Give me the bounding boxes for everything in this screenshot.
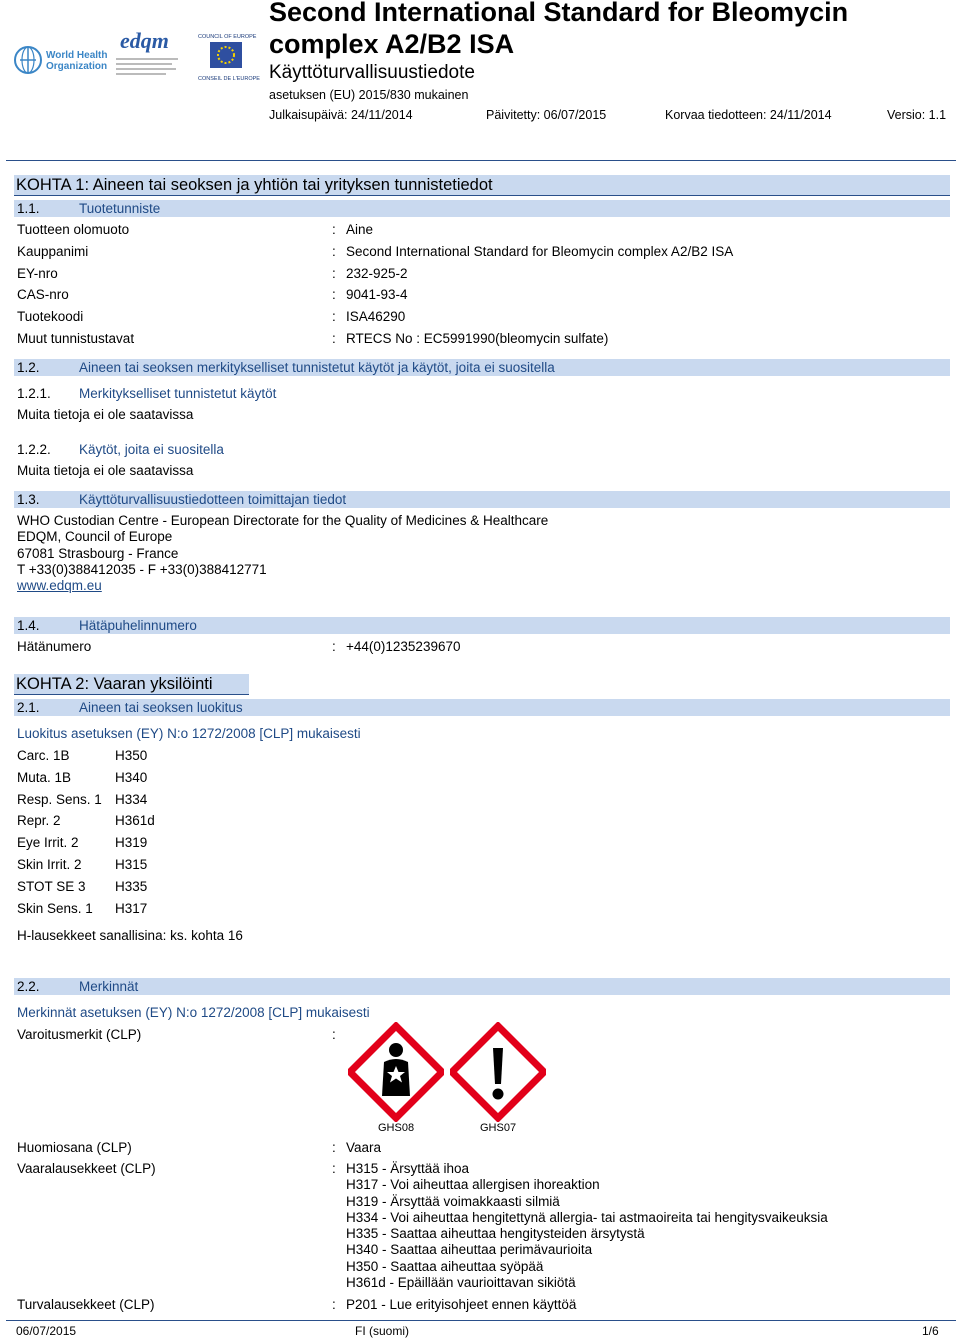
precautionary-statement: P201 - Lue erityisohjeet ennen käyttöä [346, 1297, 577, 1312]
supplier-line-4: T +33(0)388412035 - F +33(0)388412771 [17, 562, 267, 577]
field-colon: : [332, 287, 336, 302]
svg-text:World Health: World Health [46, 50, 108, 61]
uses-text: Muita tietoja ei ole saatavissa [17, 407, 194, 422]
hazard-statement: H317 - Voi aiheuttaa allergisen ihoreaktion [346, 1177, 600, 1193]
hazard-class: Skin Irrit. 2 [17, 857, 82, 872]
field-colon: : [332, 331, 336, 346]
supplier-line-3: 67081 Strasbourg - France [17, 546, 179, 561]
clp-classification-heading: Luokitus asetuksen (EY) N:o 1272/2008 [CLP] mukaisesti [17, 726, 361, 741]
hazard-class: Eye Irrit. 2 [17, 835, 79, 851]
field-label: Muut tunnistustavat [17, 331, 135, 346]
svg-text:COUNCIL OF EUROPE: COUNCIL OF EUROPE [198, 34, 257, 40]
organization-logos [14, 30, 264, 84]
subsection-label: Merkinnät [79, 979, 139, 994]
field-label: Tuotekoodi [17, 309, 84, 324]
subsection-label: Aineen tai seoksen merkitykselliset tunnistetut käytöt ja käytöt, joita ei suositella [79, 360, 555, 375]
svg-text:edqm: edqm [120, 30, 169, 53]
hazard-class: STOT SE 3 [17, 878, 86, 894]
title-line-1: Second International Standard for Bleomycin [269, 0, 849, 27]
section-2-heading: KOHTA 2: Vaaran yksilöinti [14, 674, 249, 695]
ghs07-pictogram [450, 1022, 546, 1122]
field-value: 9041-93-4 [346, 287, 408, 302]
emergency-colon: : [332, 639, 336, 654]
footer-page-number: 1/6 [922, 1324, 939, 1338]
field-colon: : [332, 222, 336, 237]
svg-text:Organization: Organization [46, 61, 108, 72]
document-title [269, 0, 848, 60]
footer-divider [6, 1320, 956, 1321]
field-colon: : [332, 244, 336, 259]
section-1-heading: KOHTA 1: Aineen tai seoksen ja yhtiön tai yrityksen tunnistetiedot [14, 175, 950, 196]
hazard-class: Skin Sens. 1 [17, 900, 93, 916]
hazard-class: Carc. 1B [17, 748, 70, 763]
website-link[interactable]: www.edqm.eu [17, 578, 102, 593]
field-value: RTECS No : EC5991990(bleomycin sulfate) [346, 331, 609, 346]
pictograms-label: Varoitusmerkit (CLP) [17, 1027, 142, 1042]
replaces-date: Korvaa tiedotteen: 24/11/2014 [665, 108, 832, 122]
field-colon: : [332, 309, 336, 324]
hazard-statement: H315 - Ärsyttää ihoa [346, 1161, 470, 1176]
document-type: Käyttöturvallisuustiedote [269, 62, 475, 83]
signal-word-colon: : [332, 1140, 336, 1155]
exclamation-mark-icon [450, 1022, 546, 1122]
footer-date: 06/07/2015 [16, 1324, 77, 1338]
hazard-statement: H319 - Ärsyttää voimakkaasti silmiä [346, 1193, 560, 1209]
pictograms-colon: : [332, 1027, 336, 1042]
subsection-2-1 [14, 699, 950, 716]
supplier-line-1: WHO Custodian Centre - European Directorate for the Quality of Medicines & Healthcare [17, 513, 549, 528]
svg-text:CONSEIL DE L'EUROPE: CONSEIL DE L'EUROPE [198, 76, 260, 82]
hazard-statements-list [346, 1161, 828, 1291]
subsection-number: 2.1. [17, 700, 40, 715]
field-value: ISA46290 [346, 309, 406, 324]
hazard-code: H317 [115, 900, 148, 916]
subsection-number: 1.3. [17, 492, 40, 507]
precautionary-statements-colon: : [332, 1297, 336, 1312]
hazard-statement: H334 - Voi aiheuttaa hengitettynä allergia- tai astmaoireita tai hengitysvaikeuksia [346, 1209, 828, 1225]
subsection-label: Aineen tai seoksen luokitus [79, 700, 243, 715]
subsection-label: Käytöt, joita ei suositella [79, 442, 224, 457]
uses-advised-against-text: Muita tietoja ei ole saatavissa [17, 463, 194, 478]
subsection-label: Tuotetunniste [79, 201, 161, 216]
header-divider [6, 160, 956, 161]
ghs08-code: GHS08 [378, 1122, 415, 1134]
field-label: CAS-nro [17, 287, 69, 302]
supplier-line-2: EDQM, Council of Europe [17, 529, 173, 544]
who-logo [15, 47, 41, 73]
subsection-number: 1.4. [17, 618, 40, 633]
hazard-statement: H340 - Saattaa aiheuttaa perimävaurioita [346, 1242, 593, 1258]
hazard-statement: H361d - Epäillään vaurioittavan sikiötä [346, 1275, 576, 1291]
subsection-1-4 [14, 617, 950, 634]
field-value: 232-925-2 [346, 266, 408, 281]
emergency-label: Hätänumero [17, 639, 92, 654]
subsection-number: 1.1. [17, 201, 40, 216]
hazard-code: H335 [115, 878, 148, 894]
field-colon: : [332, 266, 336, 281]
subsection-label: Merkitykselliset tunnistetut käytöt [79, 386, 277, 401]
labelling-heading: Merkinnät asetuksen (EY) N:o 1272/2008 [CLP] mukaisesti [17, 1005, 370, 1020]
subsection-number: 1.2. [17, 360, 40, 375]
supplier-website [17, 578, 102, 594]
subsection-number: 1.2.1. [17, 386, 51, 401]
logo-bar [14, 30, 264, 84]
subsection-label: Käyttöturvallisuustiedotteen toimittajan tiedot [79, 492, 347, 507]
subsection-1-3 [14, 491, 950, 508]
hazard-code: H350 [115, 748, 148, 763]
subsection-label: Hätäpuhelinnumero [79, 618, 197, 633]
hazard-code: H340 [115, 769, 148, 785]
hazard-statement: H350 - Saattaa aiheuttaa syöpää [346, 1258, 544, 1274]
hazard-code: H319 [115, 835, 148, 851]
health-hazard-icon [348, 1022, 444, 1122]
field-label: Kauppanimi [17, 244, 89, 259]
hazard-statements-colon: : [332, 1161, 336, 1176]
ghs07-code: GHS07 [480, 1122, 517, 1134]
emergency-number: +44(0)1235239670 [346, 639, 461, 654]
signal-word-label: Huomiosana (CLP) [17, 1140, 132, 1155]
hazard-statements-label: Vaaralausekkeet (CLP) [17, 1161, 156, 1176]
updated-date: Päivitetty: 06/07/2015 [486, 108, 607, 122]
subsection-2-2 [14, 978, 950, 995]
field-label: Tuotteen olomuoto [17, 222, 130, 237]
hazard-class: Muta. 1B [17, 769, 72, 785]
subsection-1-2 [14, 359, 950, 376]
field-value: Second International Standard for Bleomycin complex A2/B2 ISA [346, 244, 734, 259]
hazard-code: H315 [115, 857, 148, 872]
footer-language: FI (suomi) [355, 1324, 409, 1338]
subsection-number: 2.2. [17, 979, 40, 994]
hazard-code: H334 [115, 791, 148, 807]
release-date: Julkaisupäivä: 24/11/2014 [269, 108, 413, 122]
h-statements-note: H-lausekkeet sanallisina: ks. kohta 16 [17, 928, 243, 943]
precautionary-statements-label: Turvalausekkeet (CLP) [17, 1297, 155, 1312]
regulation-note: asetuksen (EU) 2015/830 mukainen [269, 88, 469, 102]
field-value: Aine [346, 222, 374, 237]
version: Versio: 1.1 [887, 108, 947, 122]
hazard-class: Resp. Sens. 1 [17, 791, 102, 807]
hazard-code: H361d [115, 813, 155, 829]
hazard-statement: H335 - Saattaa aiheuttaa hengitysteiden ärsytystä [346, 1226, 645, 1242]
title-line-2: complex A2/B2 ISA [269, 29, 515, 59]
subsection-1-1 [14, 200, 950, 217]
ghs08-pictogram [348, 1022, 444, 1122]
field-label: EY-nro [17, 266, 58, 281]
hazard-class: Repr. 2 [17, 813, 61, 829]
subsection-number: 1.2.2. [17, 442, 51, 457]
signal-word: Vaara [346, 1140, 382, 1155]
